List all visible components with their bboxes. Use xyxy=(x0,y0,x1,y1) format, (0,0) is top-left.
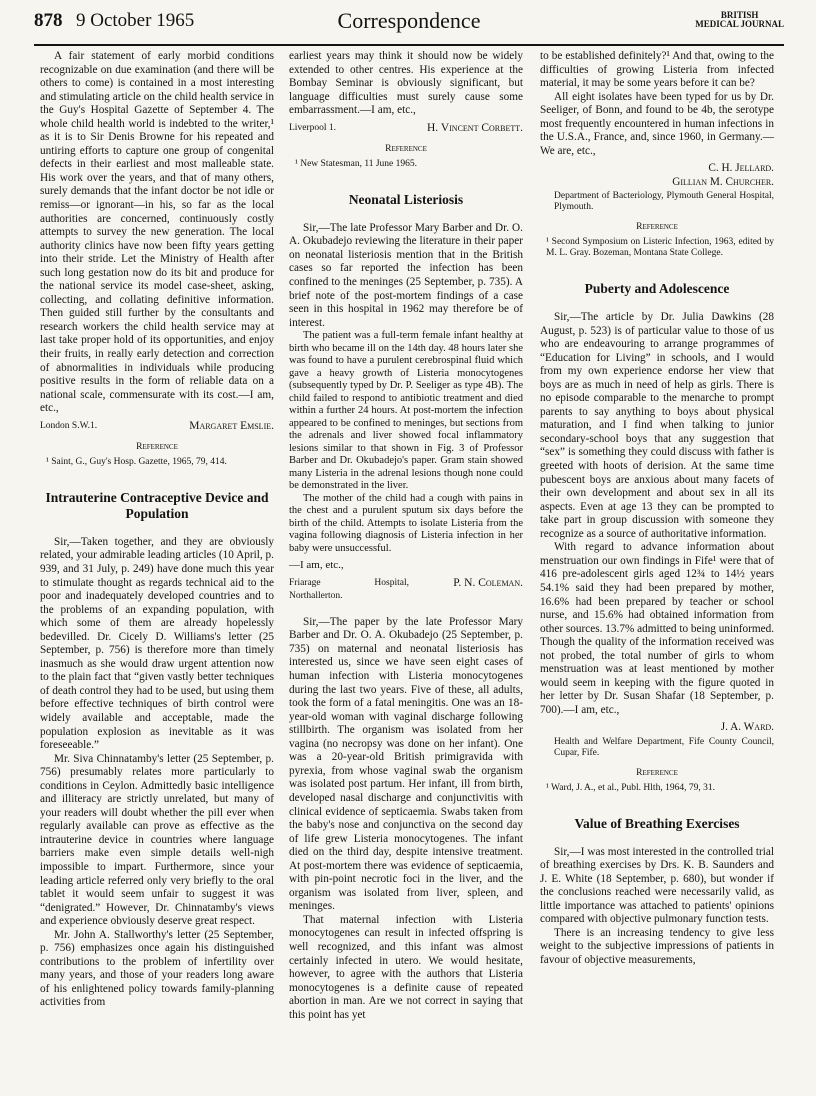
signature xyxy=(289,122,523,136)
letter-paragraph: Mr. Siva Chinnatamby's letter (25 September, p. 756) presumably relates more particularly to conditions in Ceylon. Admittedly basic intelligence and illiteracy are strictly unrelated, but many of your readers will doubt whether the pill ever when regularly available can prove as effective as the intrauterine device in countries where language barriers make even simple details well-nigh impossible to impart. Furthermore, since your leading article referred only very briefly to the oral tablet it would seem unfair to suggest it was “denigrated.” However, Dr. Chinnatamby's views and experience obviously deserve great respect. xyxy=(40,752,274,928)
letter-paragraph: to be established definitely?¹ And that, owing to the difficulties of growing Listeria from infected material, it may be some years before it can be? xyxy=(540,50,774,90)
issue-date: 9 October 1965 xyxy=(76,10,195,31)
page-number: 878 xyxy=(34,10,63,31)
reference-heading: Reference xyxy=(636,767,678,778)
letter-paragraph: The patient was a full-term female infant healthy at birth who became ill on the 14th day. 48 hours later she was found to have a purulent cerebrospinal fluid which gave a heavy growth of Listeria monocytogenes (subsequently typed by Dr. P. Seeliger as type 4B). The child failed to respond to antibiotic treatment and died within a further 24 hours. At post-mortem the infection appeared to be confined to meninges, but sections from the adrenals and liver showed focal inflammatory lesions similar to that shown in Fig. 3 of Professor Barber and Dr. Okubadejo's paper. Gram stain showed many Listeria in the adrenal lesions though none could be demonstrated in the liver. xyxy=(289,330,523,492)
letter-paragraph: Sir,—The late Professor Mary Barber and Dr. O. A. Okubadejo reviewing the literature in their paper on neonatal listeriosis mention that in the British cases so far reported the infection has been confined to the meninges (25 September, p. 735). A brief note of the post-mortem findings of a case seen in this hospital in 1962 may therefore be of interest. xyxy=(289,221,523,329)
letter-paragraph: The mother of the child had a cough with pains in the chest and a purulent sputum six days before the birth of the child. Attempts to isolate Listeria from the vagina following diagnosis of Listeria infection in her baby were unsuccessful. xyxy=(289,492,523,554)
signature-name: Margaret Emslie. xyxy=(189,419,274,432)
column-3 xyxy=(540,50,774,967)
letter-paragraph: There is an increasing tendency to give less weight to the subjective impressions of patients in favour of objective measurements, xyxy=(540,926,774,966)
letter-paragraph: Sir,—Taken together, and they are obviously related, your admirable leading articles (10 April, p. 939, and 31 July, p. 249) have done much this year to stimulate thought as regards technical aid to the poor and inadequately developed countries and to the problems of an expanding population, with which some of them are already hopelessly bedevilled. Dr. Cicely D. Williams's letter (25 September, p. 756) is therefore more than timely inasmuch as she would draw urgent attention now to the plain fact that “given vastly better techniques of death control they had to be used, but using them before effective techniques of birth control were widely available and acceptable, made the population explosion as inevitable as it was foreseeable.” xyxy=(40,535,274,752)
signature-affiliation: Health and Welfare Department, Fife County Council, Cupar, Fife. xyxy=(554,736,774,758)
letter-paragraph: All eight isolates have been typed for us by Dr. Seeliger, of Bonn, and found to be 4b, the serotype most frequently encountered in human infections in the U.S.A., France, and, since 1960, in Germany.—We are, etc., xyxy=(540,90,774,157)
column-1 xyxy=(40,50,274,1010)
page-header xyxy=(34,8,784,42)
journal-name-line2: MEDICAL JOURNAL xyxy=(695,19,784,30)
header-rule xyxy=(34,44,784,46)
reference-heading: Reference xyxy=(385,144,427,155)
signature-place: Friarage Hospital, Northallerton. xyxy=(289,577,409,602)
reference: ¹ Ward, J. A., et al., Publ. Hlth, 1964, 79, 31. xyxy=(546,782,715,793)
signature xyxy=(289,577,523,604)
letter-paragraph: Sir,—The paper by the late Professor Mary Barber and Dr. O. A. Okubadejo (25 September, p. 735) on maternal and neonatal listeriosis has interested us, since we have seen eight cases of human infection with Listeria monocytogenes during the last two years. Five of these, all adults, took the form of a fatal meningitis. One was an 18-year-old woman with vaginal discharge following stillbirth. The organism was isolated from her vagina (no necropsy was done on her infant). One was a 20-year-old British primigravida with pyrexia, from whose vaginal swab the organism was isolated post partum. Her infant, ill from birth, developed nasal discharge and conjunctivitis with clinical evidence of septicaemia. Swabs taken from the baby's nose and conjunctiva on the second day of life grew Listeria monocytogenes. The infant died on the third day, despite intensive treatment. At post-mortem there was evidence of septicaemia, with pin-point necrotic foci in the liver, and the organism was isolated from liver, spleen, and meninges. xyxy=(289,615,523,913)
letter-paragraph: Sir,—I was most interested in the controlled trial of breathing exercises by Drs. K. B. Saunders and J. E. White (18 September, p. 680), but wonder if the conclusions reached were necessarily valid, as little importance was attached to patients' opinions compared with objective pulmonary function tests. xyxy=(540,845,774,926)
article-heading: Puberty and Adolescence xyxy=(584,281,730,297)
signature-name: H. Vincent Corbett. xyxy=(426,121,523,134)
reference: ¹ Second Symposium on Listeric Infection, 1963, edited by M. L. Gray. Bozeman, Montana State College. xyxy=(546,237,774,259)
signature xyxy=(40,420,274,434)
signature-closing: —I am, etc., xyxy=(289,559,344,572)
signature-place: Liverpool 1. xyxy=(289,122,336,133)
reference-heading: Reference xyxy=(636,222,678,233)
signature-affiliation: Department of Bacteriology, Plymouth General Hospital, Plymouth. xyxy=(554,191,774,213)
journal-name xyxy=(695,11,784,30)
article-heading: Value of Breathing Exercises xyxy=(574,815,740,831)
reference: ¹ Saint, G., Guy's Hosp. Gazette, 1965, 79, 414. xyxy=(46,456,227,467)
signature-place: London S.W.1. xyxy=(40,420,98,431)
column-2 xyxy=(289,50,523,1022)
signature-name: P. N. Coleman. xyxy=(453,576,523,589)
letter-paragraph: Sir,—The article by Dr. Julia Dawkins (28 August, p. 523) is of particular value to those of us who are endeavouring to arrange programmes of “Education for Living” in schools, and I would from my own experience endorse her view that boys are as much in need of help as girls. There is no episode comparable to the menarche to prompt parents to say anything to boys about physical maturation, and I find when talking to junior secondary-school boys that any suggestion that “sex” is something they could discuss with father is greeted with hoots of derision. At the same time pubescent boys are anxious about many facets of their own development and about sex in all its aspects. Even at age 13 they can be prompted to take part in group discussion with someone they recognize as a source of authoritative information. xyxy=(540,311,774,540)
letter-paragraph: earliest years may think it should now be widely extended to other centres. His experience at the Bombay Seminar is obviously significant, but language difficulties must surely cause some embarrassment.—I am, etc., xyxy=(289,50,523,117)
article-heading: Neonatal Listeriosis xyxy=(348,191,464,207)
signature-name-1: C. H. Jellard. xyxy=(708,162,774,175)
letter-paragraph: Mr. John A. Stallworthy's letter (25 September, p. 756) emphasizes once again his distinguished contributions to the problem of infertility over many years, and those of your readers long aware of his enlightened policy towards family-planning activities from xyxy=(40,928,274,1009)
journal-name-line1: BRITISH xyxy=(720,10,759,20)
signature-name-2: Gillian M. Churcher. xyxy=(672,175,774,188)
letter-paragraph: That maternal infection with Listeria monocytogenes can result in infected offspring is well recognized, and this infant was almost certainly infected in utero. We would hesitate, however, to agree with the authors that Listeria monocytogenes is a definite cause of repeated abortion in man. Are we not correct in saying that this point has yet xyxy=(289,913,523,1021)
article-heading: Intrauterine Contraceptive Device and Population xyxy=(45,489,269,521)
reference: ¹ New Statesman, 11 June 1965. xyxy=(295,158,418,169)
letter-paragraph: A fair statement of early morbid conditions recognizable on due examination (and there will be others to come) is contained in a most interesting and stimulating article on the child health service in the Guy's Hospital Gazette of September 4. The whole child health world is indebted to the writer,¹ as it is to Sir Denis Browne for his repeated and untiring efforts to capture one group of congenital defects in their earliest and most malleable state. His work over the years, and that of many others, surely demands that the infant doctor be not idle or remiss—or ignorant—in his, so far as the local authorities are concerned, continuously costly attempts to survey the new generation. The local authority clinics have now been fifty years getting into their stride. Let the Ministry of Health after such long gestation now do its bit and produce for the national service its model case-sheet, asking, collecting, and collating definitive information. Then guided still further by the consultants and research workers the child health service may at last take proper hold of its opportunities, and enjoy their fruits, in really early detection and correction of abnormalities in individuals while producing positive results in the form of reliable data on a national scale, commensurate with its cost.—I am, etc., xyxy=(40,50,274,415)
signature xyxy=(289,559,523,573)
signature-name: J. A. Ward. xyxy=(720,721,774,734)
reference-heading: Reference xyxy=(136,442,178,453)
letter-paragraph: With regard to advance information about menstruation our own findings in Fife¹ were that of 416 pre-adolescent girls aged 12¾ to 14½ years 54.1% said they had been prepared by mother, 16.6% had been prepared by teacher or school nurse, and 15.6% had obtained information from other sources. 13.7% admitted to being uninformed. Though the quality of the information received was not probed, the total number of girls to whom menstruation was at least mentioned by mother would seem in keeping with the figure quoted in her letter by Dr. Susan Shafar (18 September, p. 700).—I am, etc., xyxy=(540,541,775,716)
signature-name xyxy=(540,162,774,189)
section-title: Correspondence xyxy=(337,8,481,33)
